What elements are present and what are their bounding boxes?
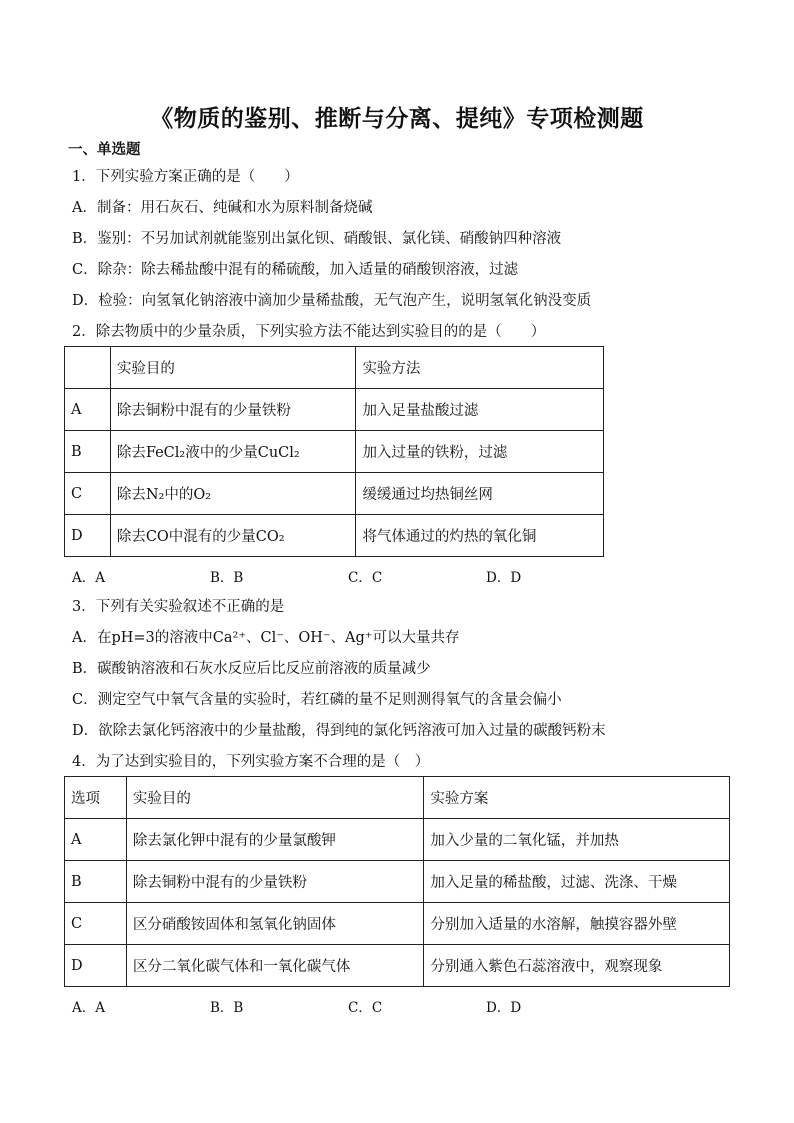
table-cell: 实验方案 [424, 777, 730, 819]
q3-option-c: C．测定空气中氧气含量的实验时，若红磷的量不足则测得氧气的含量会偏小 [72, 692, 562, 708]
table-row [65, 945, 730, 987]
table-cell: B [65, 861, 127, 903]
table-cell: 将气体通过的灼热的氧化铜 [356, 515, 604, 557]
table-cell: 区分硝酸铵固体和氢氧化钠固体 [126, 903, 423, 945]
table-cell: 分别加入适量的水溶解，触摸容器外壁 [424, 903, 730, 945]
table-row [65, 903, 730, 945]
table-cell: 加入足量的稀盐酸，过滤、洗涤、干燥 [424, 861, 730, 903]
table-cell: 除去FeCl₂液中的少量CuCl₂ [110, 431, 356, 473]
table-cell: 实验目的 [126, 777, 423, 819]
q2-stem: 2．除去物质中的少量杂质，下列实验方法不能达到实验目的的是（ ） [72, 324, 546, 340]
table-cell: 加入少量的二氧化锰，并加热 [424, 819, 730, 861]
answer-option: B．B [210, 570, 244, 586]
table-row [65, 431, 604, 473]
answer-option: B．B [210, 1000, 244, 1016]
q3-option-b: B．碳酸钠溶液和石灰水反应后比反应前溶液的质量减少 [72, 661, 431, 677]
table-cell: 除去N₂中的O₂ [110, 473, 356, 515]
table-header-row [65, 347, 604, 389]
table-cell: 除去氯化钾中混有的少量氯酸钾 [126, 819, 423, 861]
answer-option: D．D [486, 1000, 522, 1016]
table-cell: 除去CO中混有的少量CO₂ [110, 515, 356, 557]
q4-table [64, 776, 730, 987]
table-cell: 选项 [65, 777, 127, 819]
q1-option-a: A．制备：用石灰石、纯碱和水为原料制备烧碱 [72, 200, 373, 216]
answer-option: A．A [72, 1000, 105, 1016]
q1-option-d: D．检验：向氢氧化钠溶液中滴加少量稀盐酸，无气泡产生，说明氢氧化钠没变质 [72, 293, 592, 309]
table-cell: C [65, 903, 127, 945]
table-cell: 除去铜粉中混有的少量铁粉 [110, 389, 356, 431]
q3-option-a: A．在pH=3的溶液中Ca²⁺、Cl⁻、OH⁻、Ag⁺可以大量共存 [72, 630, 460, 646]
table-cell: A [65, 389, 111, 431]
table-cell: 除去铜粉中混有的少量铁粉 [126, 861, 423, 903]
table-cell: D [65, 515, 111, 557]
q1-stem: 1．下列实验方案正确的是（ ） [72, 169, 299, 185]
table-cell: 实验方法 [356, 347, 604, 389]
table-row [65, 515, 604, 557]
table-cell: D [65, 945, 127, 987]
answer-option: C．C [348, 570, 383, 586]
table-cell: B [65, 431, 111, 473]
table-row [65, 861, 730, 903]
q4-stem: 4．为了达到实验目的，下列实验方案不合理的是（ ） [72, 754, 430, 770]
table-row [65, 819, 730, 861]
table-cell: 分别通入紫色石蕊溶液中，观察现象 [424, 945, 730, 987]
table-cell: 加入足量盐酸过滤 [356, 389, 604, 431]
q2-answer-options [72, 566, 521, 586]
table-row [65, 473, 604, 515]
table-cell: A [65, 819, 127, 861]
q2-table [64, 346, 604, 557]
q3-stem: 3．下列有关实验叙述不正确的是 [72, 599, 285, 615]
section-heading: 一、单选题 [68, 141, 141, 158]
table-cell: 缓缓通过均热铜丝网 [356, 473, 604, 515]
page-title: 《物质的鉴别、推断与分离、提纯》专项检测题 [150, 105, 644, 132]
table-cell: 区分二氧化碳气体和一氧化碳气体 [126, 945, 423, 987]
table-row [65, 389, 604, 431]
q1-option-c: C．除杂：除去稀盐酸中混有的稀硫酸，加入适量的硝酸钡溶液，过滤 [72, 262, 519, 278]
table-cell: 实验目的 [110, 347, 356, 389]
table-header-row [65, 777, 730, 819]
answer-option: A．A [72, 570, 105, 586]
table-cell: C [65, 473, 111, 515]
answer-option: D．D [486, 570, 522, 586]
table-cell [65, 347, 111, 389]
answer-option: C．C [348, 1000, 383, 1016]
q1-option-b: B．鉴别：不另加试剂就能鉴别出氯化钡、硝酸银、氯化镁、硝酸钠四种溶液 [72, 231, 562, 247]
q3-option-d: D．欲除去氯化钙溶液中的少量盐酸，得到纯的氯化钙溶液可加入过量的碳酸钙粉末 [72, 723, 606, 739]
table-cell: 加入过量的铁粉，过滤 [356, 431, 604, 473]
q4-answer-options [72, 996, 521, 1016]
